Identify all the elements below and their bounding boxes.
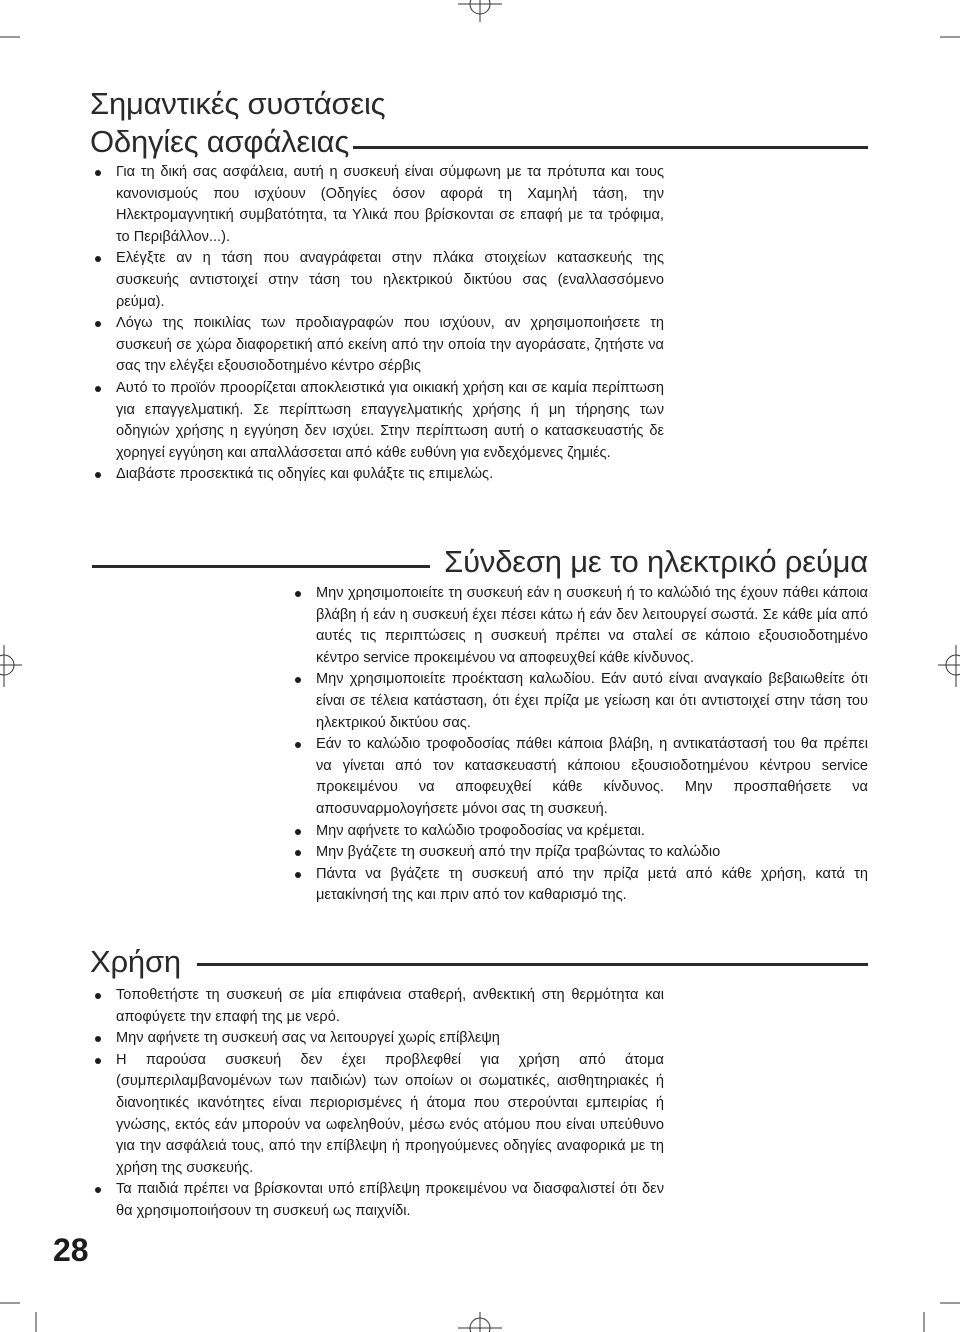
list-item: Λόγω της ποικιλίας των προδιαγραφών που ισχύουν, αν χρησιμοποιήσετε τη συσκευή σε χώρα διαφορετική από εκείνη από την οποία την αγοράσατε, ζητήστε να σας την ελέγξει εξουσιοδοτημένο κέντρο σέρβις — [92, 313, 664, 378]
electric-list — [292, 583, 868, 907]
usage-heading-text: Χρήση — [90, 944, 181, 979]
safety-list — [92, 162, 664, 486]
list-item: Αυτό το προϊόν προορίζεται αποκλειστικά για οικιακή χρήση και σε καμία περίπτωση για επαγγελματική. Σε περίπτωση επαγγελματικής χρήσης ή μη τήρησης των οδηγιών χρήσης η εγγύηση δεν ισχύει. Στην περίπτωση αυτή ο κατασκευαστής δε χορηγεί εγγύηση και απαλλάσσεται από κάθε ευθύνη για ενδεχόμενες ζημιές. — [92, 378, 664, 464]
list-item: Πάντα να βγάζετε τη συσκευή από την πρίζα μετά από κάθε χρήση, κατά τη μετακίνησή της και πριν από τον καθαρισμό της. — [292, 864, 868, 907]
list-item: Ελέγξτε αν η τάση που αναγράφεται στην πλάκα στοιχείων κατασκευής της συσκευής αντιστοιχεί στην τάση του ηλεκτρικού δικτύου σας (εναλλασσόμενο ρεύμα). — [92, 248, 664, 313]
list-item: Μην βγάζετε τη συσκευή από την πρίζα τραβώντας το καλώδιο — [292, 842, 868, 864]
safety-heading — [90, 124, 868, 160]
list-item: Μην αφήνετε τη συσκευή σας να λειτουργεί χωρίς επίβλεψη — [92, 1028, 664, 1050]
list-item: Μην χρησιμοποιείτε προέκταση καλωδίου. Εάν αυτό είναι αναγκαίο βεβαιωθείτε ότι είναι σε τέλεια κατάσταση, ότι έχει πρίζα με γείωση και ότι αντιστοιχεί στην τάση του ηλεκτρικού δικτύου σας. — [292, 669, 868, 734]
list-item: Τοποθετήστε τη συσκευή σε μία επιφάνεια σταθερή, ανθεκτική στη θερμότητα και αποφύγετε την επαφή της με νερό. — [92, 985, 664, 1028]
electric-heading — [92, 544, 868, 580]
list-item: Διαβάστε προσεκτικά τις οδηγίες και φυλάξτε τις επιμελώς. — [92, 464, 664, 486]
list-item: Μην χρησιμοποιείτε τη συσκευή εάν η συσκευή ή το καλώδιό της έχουν πάθει κάποια βλάβη ή εάν η συσκευή έχει πέσει κάτω ή εάν δεν λειτουργεί σωστά. Σε κάθε μία από αυτές τις περιπτώσεις η συσκευή πρέπει να σταλεί σε κάποιο εξουσιοδοτημένο κέντρο service προκειμένου να αποφευχθεί κάθε κίνδυνος. — [292, 583, 868, 669]
list-item: Η παρούσα συσκευή δεν έχει προβλεφθεί για χρήση από άτομα (συμπεριλαμβανομένων των παιδιών) των οποίων οι σωματικές, αισθητηριακές ή διανοητικές ικανότητες είναι περιορισμένες ή άτομα που στερούνται εμπειρίας ή γνώσης, εκτός εάν μπορούν να ωφεληθούν, μέσω ενός ατόμου που είναι υπεύθυνο για την ασφάλειά τους, από την επίβλεψη ή προηγούμενες οδηγίες αναφορικά με τη χρήση της συσκευής. — [92, 1050, 664, 1180]
page-title: Σημαντικές συστάσεις — [90, 86, 386, 121]
list-item: Μην αφήνετε το καλώδιο τροφοδοσίας να κρέμεται. — [292, 821, 868, 843]
usage-heading-rule — [197, 963, 868, 966]
safety-heading-rule — [353, 146, 868, 149]
electric-heading-rule — [92, 565, 430, 568]
list-item: Τα παιδιά πρέπει να βρίσκονται υπό επίβλεψη προκειμένου να διασφαλιστεί ότι δεν θα χρησιμοποιήσουν τη συσκευή ως παιχνίδι. — [92, 1179, 664, 1222]
list-item: Για τη δική σας ασφάλεια, αυτή η συσκευή είναι σύμφωνη με τα πρότυπα και τους κανονισμούς που ισχύουν (Οδηγίες όσον αφορά τη Χαμηλή τάση, την Ηλεκτρομαγνητική συμβατότητα, τα Υλικά που βρίσκονται σε επαφή με τα τρόφιμα, το Περιβάλλον...). — [92, 162, 664, 248]
usage-heading — [90, 944, 868, 980]
list-item: Εάν το καλώδιο τροφοδοσίας πάθει κάποια βλάβη, η αντικατάστασή του θα πρέπει να γίνεται από τον κατασκευαστή κάποιου εξουσιοδοτημένου κέντρου service προκειμένου να αποφευχθεί κάθε κίνδυνος. Μην προσπαθήσετε να αποσυναρμολογήσετε μόνοι σας τη συσκευή. — [292, 734, 868, 820]
usage-list — [92, 985, 664, 1223]
electric-heading-text: Σύνδεση με το ηλεκτρικό ρεύμα — [444, 544, 868, 579]
safety-heading-text: Οδηγίες ασφάλειας — [90, 124, 350, 159]
page-number: 28 — [53, 1232, 89, 1268]
